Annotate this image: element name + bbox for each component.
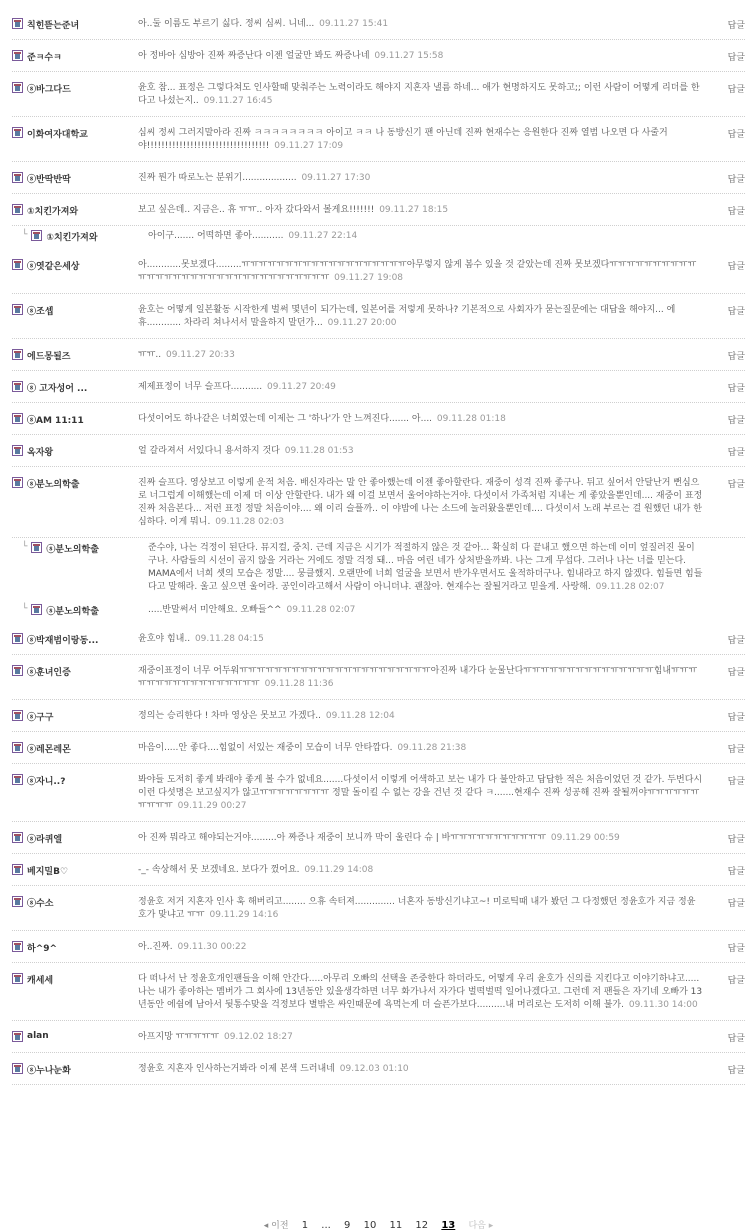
author-name: ①치킨가져와 (27, 207, 79, 217)
author-name: ⓢ반딱반딱 (27, 175, 71, 185)
comment-body: 아 정바아 심방아 진짜 짜증난다 이젠 얼굴만 봐도 짜증나네 (138, 51, 370, 61)
author-name: ⓢ구구 (27, 713, 54, 723)
comment-author[interactable] (12, 604, 138, 617)
comment-date: 09.11.28 01:53 (284, 446, 354, 456)
comment-date: 09.11.30 00:22 (177, 942, 247, 952)
member-badge-icon (12, 127, 23, 138)
comment-row (12, 1021, 745, 1053)
reply-button[interactable] (719, 172, 745, 185)
comment-date: 09.11.30 14:00 (628, 1000, 698, 1010)
comment-date: 09.11.28 02:07 (595, 582, 665, 592)
comment-text (138, 413, 719, 426)
comment-body: 아이구....... 어떡하면 좋아........... (148, 231, 284, 241)
page-link-10[interactable]: 10 (363, 1220, 377, 1231)
member-badge-icon (12, 172, 23, 183)
reply-label[interactable]: 답글 (727, 416, 745, 426)
reply-button[interactable] (719, 1031, 745, 1044)
author-name: ⓢ엿같은세상 (27, 262, 80, 272)
comment-body: .....반말써서 미안해요. 오빠들^^ (148, 605, 282, 615)
reply-button[interactable] (719, 1063, 745, 1076)
comment-author[interactable] (12, 172, 138, 185)
comment-body: 윤호 참... 표정은 그렇다쳐도 인사할때 맞춰주는 노력이라도 해야지 지혼자 낼름 하네... 애가 현명하지도 못하고;; 이런 사람이 어떻게 리더를 한다고 나섰는지.. (138, 83, 700, 106)
reply-button[interactable] (719, 381, 745, 394)
comment-date: 09.11.27 20:33 (166, 350, 235, 360)
author-name: ⓢ바그다드 (27, 85, 71, 95)
comment-body: 마음이.....안 좋다....힘없이 서있는 재중이 모습이 너무 안타깝다. (138, 743, 393, 753)
reply-label[interactable]: 답글 (727, 448, 745, 458)
member-badge-icon (12, 710, 23, 721)
comment-text (138, 477, 719, 529)
comment-body: 아..둘 이름도 부르기 싫다. 정씨 심씨. 니네... (138, 19, 315, 29)
comment-row (12, 822, 745, 854)
comment-body: 재중이표정이 너무 어두워ㅠㅠㅠㅠㅠㅠㅠㅠㅠㅠㅠㅠㅠㅠㅠㅠㅠㅠㅠㅠㅠㅠ아진짜 내가다 눈물난다ㅠㅠㅠㅠㅠㅠㅠㅠㅠㅠㅠㅠㅠㅠㅠ힘내ㅠㅠㅠㅠㅠㅠㅠㅠㅠㅠㅠㅠㅠㅠㅠㅠㅠ (138, 666, 698, 689)
comment-body: 아............못보겠다.........ㅠㅠㅠㅠㅠㅠㅠㅠㅠㅠㅠㅠㅠㅠㅠㅠㅠㅠㅠ아무렇지 않게 봄수 있을 것 같았는데 진짜 못보겠다ㅠㅠㅠㅠㅠㅠㅠㅠㅠㅠㅠㅠㅠㅠㅠㅠㅠㅠㅠㅠㅠㅠㅠㅠㅠㅠㅠㅠㅠㅠㅠㅠ (138, 260, 697, 283)
reply-label[interactable]: 답글 (727, 668, 745, 678)
comment-body: 아..진짜. (138, 942, 173, 952)
comment-text (138, 50, 719, 63)
reply-button[interactable] (719, 259, 745, 285)
member-badge-icon (12, 381, 23, 392)
comment-author[interactable] (12, 127, 138, 153)
reply-label[interactable]: 답글 (727, 130, 745, 140)
comment-date: 09.11.27 15:41 (319, 19, 389, 29)
reply-label[interactable]: 답글 (727, 867, 745, 877)
current-page: 13 (441, 1220, 456, 1231)
comment-author[interactable] (12, 204, 138, 217)
comment-row (12, 162, 745, 194)
comment-text (138, 896, 719, 922)
reply-button[interactable] (719, 445, 745, 458)
comment-body: 얼 갈라져서 서있다니 용서하지 것다 (138, 446, 280, 456)
comment-body: 아 진짜 뭐라고 해야되는거야.........아 짜증나 재중이 보니까 막이 울린다 슈 | 바ㅠㅠㅠㅠㅠㅠㅠㅠㅠㅠㅠ (138, 833, 547, 843)
reply-label[interactable]: 답글 (727, 21, 745, 31)
member-badge-icon (12, 774, 23, 785)
comment-date: 09.11.28 02:07 (286, 605, 356, 615)
comment-author[interactable] (12, 973, 138, 1012)
comment-date: 09.11.29 00:27 (177, 801, 247, 811)
member-badge-icon (12, 1063, 23, 1074)
reply-button[interactable] (719, 50, 745, 63)
comment-body: -_- 속상해서 못 보겠네요. 보다가 껐어요. (138, 865, 300, 875)
reply-label[interactable]: 답글 (727, 207, 745, 217)
reply-label[interactable]: 답글 (727, 713, 745, 723)
reply-label[interactable]: 답글 (727, 1066, 745, 1076)
author-name: 캐세세 (27, 976, 54, 986)
comment-text (138, 864, 719, 877)
comment-date: 09.11.27 20:49 (267, 382, 336, 392)
comment-text (138, 304, 719, 330)
reply-button[interactable] (719, 832, 745, 845)
comment-text (138, 82, 719, 108)
comment-date: 09.11.28 04:15 (194, 634, 264, 644)
comment-text (138, 445, 719, 458)
reply-label[interactable]: 답글 (727, 899, 745, 909)
comment-date: 09.11.27 22:14 (288, 231, 358, 241)
author-name: ⓢ누나눈화 (27, 1066, 71, 1076)
comment-date: 09.11.28 01:18 (436, 414, 506, 424)
author-name: 준ㅋ수ㅋ (27, 53, 62, 63)
member-badge-icon (12, 477, 23, 488)
comment-body: 봐야들 도저히 좋게 봐래야 좋게 볼 수가 없네요.......다섯이서 이렇게 어색하고 보는 내가 다 불안하고 답답한 적은 처음이었던 것 같가. 두번다시 이런 다섯명은 보고싶지가 않고ㅠㅠㅠㅠㅠㅠㅠㅠ 정말 돌이킬 수 없는 강을 건넌 것 같다 ㅋ.......현재수 진짜 성공해 진짜 잘될꺼야ㅠㅠㅠㅠㅠㅠㅠㅠㅠㅠ (138, 775, 703, 811)
member-badge-icon (12, 18, 23, 29)
comment-text (138, 349, 719, 362)
comment-text (138, 259, 719, 285)
comment-author[interactable] (12, 941, 138, 954)
member-badge-icon (31, 604, 42, 615)
comment-date: 09.11.27 16:45 (203, 96, 273, 106)
author-name: 베지밀B♡ (27, 867, 69, 877)
author-name: alan (27, 1031, 49, 1041)
reply-label[interactable]: 답글 (727, 262, 745, 272)
comment-date: 09.11.29 14:08 (304, 865, 374, 875)
comment-body: 진짜 슬프다. 영상보고 이렇게 운적 처음. 배신자라는 말 안 좋아했는데 이젠 좋아할란다. 재중이 성격 진짜 좋구나. 뒤고 싶어서 안달난거 뻔심으로 너그럽게 이해했는데 이제 더 이상 안할란다. 내가 왜 이걸 보면서 울어야하는거야. 다섯이서 가족처럼 지내는 게 좋았을뿐인데.... 재중이 표정 진짜 처음본다... 저런 표정 정말 처음이야.... 왜 이리 슬플까.. 이 야밤에 나는 소드에 놀러왔을뿐인데.... 다섯이서 노래 부르는 걸 원했던 내가 한심하다. 이게 뭐니. (138, 478, 703, 527)
author-name: ⓢ 고자성어 ... (27, 384, 88, 394)
reply-label[interactable]: 답글 (727, 307, 745, 317)
author-name: ⓢ라퀴엘 (27, 835, 63, 845)
reply-label[interactable]: 답글 (727, 352, 745, 362)
member-badge-icon (31, 230, 42, 241)
comment-row (12, 339, 745, 371)
reply-button[interactable] (719, 477, 745, 529)
reply-label[interactable]: 답글 (727, 777, 745, 787)
author-name: ⓢ자니..? (27, 777, 66, 787)
reply-row (12, 600, 745, 623)
comment-text (138, 665, 719, 691)
comment-row (12, 655, 745, 700)
comment-author[interactable] (12, 1063, 138, 1076)
reply-button[interactable] (719, 710, 745, 723)
reply-label[interactable]: 답글 (727, 1034, 745, 1044)
comment-text (138, 710, 719, 723)
comment-body: ㅠㅠ.. (138, 350, 162, 360)
comment-body: 다 떠나서 난 정윤호개인팬들을 이해 안간다.....아무리 오빠의 선택을 존중한다 하더라도, 어떻게 우리 윤호가 신의를 지킨다고 이야기하냐고.....나는 내가 좋아하는 멤버가 그 회사에 13년동안 있을생각하면 너무 화가나서 자가다 벌떡벌떡 일어나겠다고. 그런데 저 팬들은 자기네 오빠가 13년동안 에쉼에 남아서 뒷통수맞을 걱정보다 별밖은 싸인때문에 욕먹는게 더 슬픈가보다..........내 머리로는 도저히 이해 불가. (138, 974, 703, 1010)
comment-body: 다섯이어도 하나같은 너희였는데 이제는 그 '하나'가 안 느껴진다....... 아.... (138, 414, 433, 424)
comment-text (138, 633, 719, 646)
member-badge-icon (12, 973, 23, 984)
reply-elbow-icon: └ (22, 230, 28, 240)
comment-row (12, 886, 745, 931)
comment-row (12, 467, 745, 538)
comment-body: 진짜 뭔가 따로노는 분위기................... (138, 173, 297, 183)
reply-button[interactable] (719, 82, 745, 108)
comment-row (12, 1053, 745, 1085)
comment-author[interactable] (12, 50, 138, 63)
comment-author[interactable] (12, 832, 138, 845)
comment-row (12, 294, 745, 339)
comment-author[interactable] (12, 18, 138, 31)
comment-author[interactable] (12, 82, 138, 108)
comment-text (138, 1031, 719, 1044)
comment-row (12, 194, 745, 226)
reply-button[interactable] (719, 127, 745, 153)
reply-row (12, 226, 745, 249)
page-link-1[interactable]: 1 (301, 1220, 309, 1231)
author-name: ⓢ분노의학출 (46, 607, 99, 617)
comment-row (12, 8, 745, 40)
reply-label[interactable]: 답글 (727, 384, 745, 394)
author-name: ⓢ분노의학출 (46, 545, 99, 555)
comment-body: 정윤호 지혼자 인사하는거봐라 이제 본색 드러내네 (138, 1064, 335, 1074)
author-name: ⓢ레몬레몬 (27, 745, 71, 755)
reply-label[interactable]: 답글 (727, 944, 745, 954)
pagination (12, 1218, 745, 1231)
comment-author[interactable] (12, 774, 138, 813)
comment-author[interactable] (12, 542, 138, 594)
comment-text (138, 941, 719, 954)
comment-author[interactable] (12, 896, 138, 922)
comment-author[interactable] (12, 349, 138, 362)
page-link-11[interactable]: 11 (389, 1220, 403, 1231)
reply-button[interactable] (719, 204, 745, 217)
reply-button[interactable] (719, 665, 745, 691)
comment-row (12, 435, 745, 467)
reply-elbow-icon: └ (22, 542, 28, 552)
author-name: ⓢ분노의학출 (27, 480, 80, 490)
comment-text (138, 230, 719, 243)
member-badge-icon (12, 832, 23, 843)
comment-row (12, 117, 745, 162)
comment-row (12, 249, 745, 294)
author-name: ①치킨가져와 (46, 233, 98, 243)
comment-author[interactable] (12, 665, 138, 691)
comment-body: 제제표정이 너무 슬프다........... (138, 382, 263, 392)
reply-elbow-icon: └ (22, 604, 28, 614)
author-name: ⓢ박재범이랑동... (27, 636, 99, 646)
reply-button[interactable] (719, 774, 745, 813)
comment-text (138, 127, 719, 153)
comment-date: 09.11.29 00:59 (550, 833, 620, 843)
comment-text (138, 542, 719, 594)
comment-author[interactable] (12, 259, 138, 285)
comment-text (138, 832, 719, 845)
reply-label[interactable]: 답글 (727, 480, 745, 490)
member-badge-icon (12, 259, 23, 270)
comment-row (12, 963, 745, 1021)
member-badge-icon (12, 304, 23, 315)
author-name: ⓢ조셉 (27, 307, 54, 317)
comment-date: 09.11.27 17:09 (274, 141, 344, 151)
comment-row (12, 623, 745, 655)
comment-date: 09.11.29 14:16 (209, 910, 279, 920)
prev-page-link[interactable]: ◂ 이전 (263, 1221, 289, 1231)
comment-author[interactable] (12, 477, 138, 529)
reply-label[interactable]: 답글 (727, 745, 745, 755)
comment-row (12, 403, 745, 435)
author-name: ⓢAM 11:11 (27, 416, 84, 426)
reply-button (719, 542, 745, 594)
comment-text (138, 381, 719, 394)
comment-date: 09.11.27 15:58 (374, 51, 444, 61)
comment-date: 09.12.03 01:10 (339, 1064, 409, 1074)
comment-text (138, 1063, 719, 1076)
member-badge-icon (12, 864, 23, 875)
comment-text (138, 172, 719, 185)
comment-date: 09.11.28 02:03 (215, 517, 285, 527)
member-badge-icon (12, 742, 23, 753)
comment-text (138, 742, 719, 755)
member-badge-icon (12, 896, 23, 907)
reply-button[interactable] (719, 18, 745, 31)
reply-label[interactable]: 답글 (727, 175, 745, 185)
comment-body: 준수야, 나는 걱정이 된단다. 뮤지컬, 중치. 근데 지금은 시기가 적절하지 않은 것 같아... 확실히 다 끝내고 했으면 하는데 이미 엎질러진 물이구나. 사람들의 시선이 곱지 않을 거라는 거에도 정말 걱정 돼... 마음 여린 네가 상처받을까봐. 나는 그게 무섭다. 그러나 나는 너를 믿는다. MAMA에서 너희 셋의 모습은 정말.... 뭉클했지. 오랜만에 너희 얼굴을 보면서 반가우면서도 울적하더구나. 힘내라고 하지 않겠다. 힘들면 힘들다고 말해라. 울고 싶으면 울어라. 공인이라고해서 사람이 아니더냐. 괜찮아. 현재수는 잘될거라고 믿을게. 사랑해. (148, 543, 703, 592)
comment-author[interactable] (12, 381, 138, 394)
comment-list (12, 8, 745, 1085)
member-badge-icon (12, 204, 23, 215)
comment-author[interactable] (12, 1031, 138, 1044)
comment-row (12, 732, 745, 764)
comment-date: 09.11.27 20:00 (327, 318, 397, 328)
reply-button[interactable] (719, 941, 745, 954)
comment-body: 정의는 승리한다 ! 차마 영상은 못보고 가겠다.. (138, 711, 321, 721)
comment-text (138, 973, 719, 1012)
member-badge-icon (31, 542, 42, 553)
comment-author[interactable] (12, 445, 138, 458)
member-badge-icon (12, 445, 23, 456)
page-ellipsis: ... (321, 1220, 331, 1231)
page-link-12[interactable]: 12 (415, 1220, 429, 1231)
member-badge-icon (12, 1031, 23, 1042)
member-badge-icon (12, 413, 23, 424)
comment-author[interactable] (12, 304, 138, 330)
reply-button[interactable] (719, 896, 745, 922)
comment-author[interactable] (12, 864, 138, 877)
author-name: ⓢ수소 (27, 899, 54, 909)
reply-button (719, 230, 745, 243)
reply-button[interactable] (719, 349, 745, 362)
comment-text (138, 604, 719, 617)
member-badge-icon (12, 941, 23, 952)
comment-row (12, 854, 745, 886)
reply-button (719, 604, 745, 617)
reply-button[interactable] (719, 633, 745, 646)
comment-row (12, 764, 745, 822)
author-name: 칙힌뜯는준녀 (27, 21, 80, 31)
comment-body: 보고 싶은데.. 지금은.. 휴 ㅠㅠ.. 아자 갔다와서 볼게요!!!!!!! (138, 205, 375, 215)
reply-label[interactable]: 답글 (727, 976, 745, 986)
reply-button[interactable] (719, 742, 745, 755)
comment-row (12, 931, 745, 963)
comment-date: 09.11.28 11:36 (264, 679, 334, 689)
comment-date: 09.12.02 18:27 (223, 1032, 293, 1042)
comment-body: 아프지망 ㅠㅠㅠㅠㅠ (138, 1032, 220, 1042)
reply-row (12, 538, 745, 600)
reply-button[interactable] (719, 304, 745, 330)
reply-label[interactable]: 답글 (727, 85, 745, 95)
reply-button[interactable] (719, 973, 745, 1012)
member-badge-icon (12, 349, 23, 360)
comment-date: 09.11.28 12:04 (325, 711, 395, 721)
comment-text (138, 204, 719, 217)
comment-author[interactable] (12, 710, 138, 723)
author-name: 하^9^ (27, 944, 58, 954)
reply-button[interactable] (719, 864, 745, 877)
author-name: 이화여자대학교 (27, 130, 88, 140)
reply-label[interactable]: 답글 (727, 835, 745, 845)
member-badge-icon (12, 665, 23, 676)
comment-text (138, 18, 719, 31)
author-name: 옥자왕 (27, 448, 54, 458)
comment-body: 심씨 정씨 그러지말아라 진짜 ㅋㅋㅋㅋㅋㅋㅋㅋ 아이고 ㅋㅋ 나 동방신기 팬 아닌데 진짜 현재수는 응원한다 진짜 열범 나오면 다 사줄거야!!!!!!!!!!!!!!!!!!!!!!!!!!!!!!!!!! (138, 128, 668, 151)
comment-row (12, 700, 745, 732)
comment-body: 정윤호 저거 지혼자 인사 훅 해버리고........ 으휴 속터져.............. 너혼자 동방신기냐고~! 미로틱때 내가 봤던 그 다정했던 정윤호가 지금 정윤호가 맞냐고 ㅠㅠ (138, 897, 696, 920)
reply-label[interactable]: 답글 (727, 636, 745, 646)
member-badge-icon (12, 633, 23, 644)
author-name: ⓢ훈녀인증 (27, 668, 71, 678)
comment-body: 윤호는 어떻게 일본활동 시작한게 벌써 몇년이 되가는데, 일본어를 저렇게 못하나? 기본적으로 사회자가 묻는질문에는 대답을 해야지... 에휴............ 차라리 쳐나서서 말을하지 말던가... (138, 305, 676, 328)
reply-button[interactable] (719, 413, 745, 426)
comment-author[interactable] (12, 413, 138, 426)
member-badge-icon (12, 50, 23, 61)
comment-row (12, 40, 745, 72)
comment-text (138, 774, 719, 813)
page-link-9[interactable]: 9 (344, 1220, 351, 1231)
comment-author[interactable] (12, 230, 138, 243)
comment-date: 09.11.28 21:38 (397, 743, 467, 753)
comment-author[interactable] (12, 633, 138, 646)
next-page-link[interactable]: 다음 ▸ (468, 1221, 494, 1231)
comment-row (12, 72, 745, 117)
comment-date: 09.11.27 18:15 (379, 205, 449, 215)
comment-row (12, 371, 745, 403)
reply-label[interactable]: 답글 (727, 53, 745, 63)
comment-date: 09.11.27 17:30 (301, 173, 371, 183)
author-name: 에드몽될즈 (27, 352, 71, 362)
member-badge-icon (12, 82, 23, 93)
comment-author[interactable] (12, 742, 138, 755)
comment-date: 09.11.27 19:08 (334, 273, 404, 283)
comment-body: 윤호야 힘내.. (138, 634, 191, 644)
